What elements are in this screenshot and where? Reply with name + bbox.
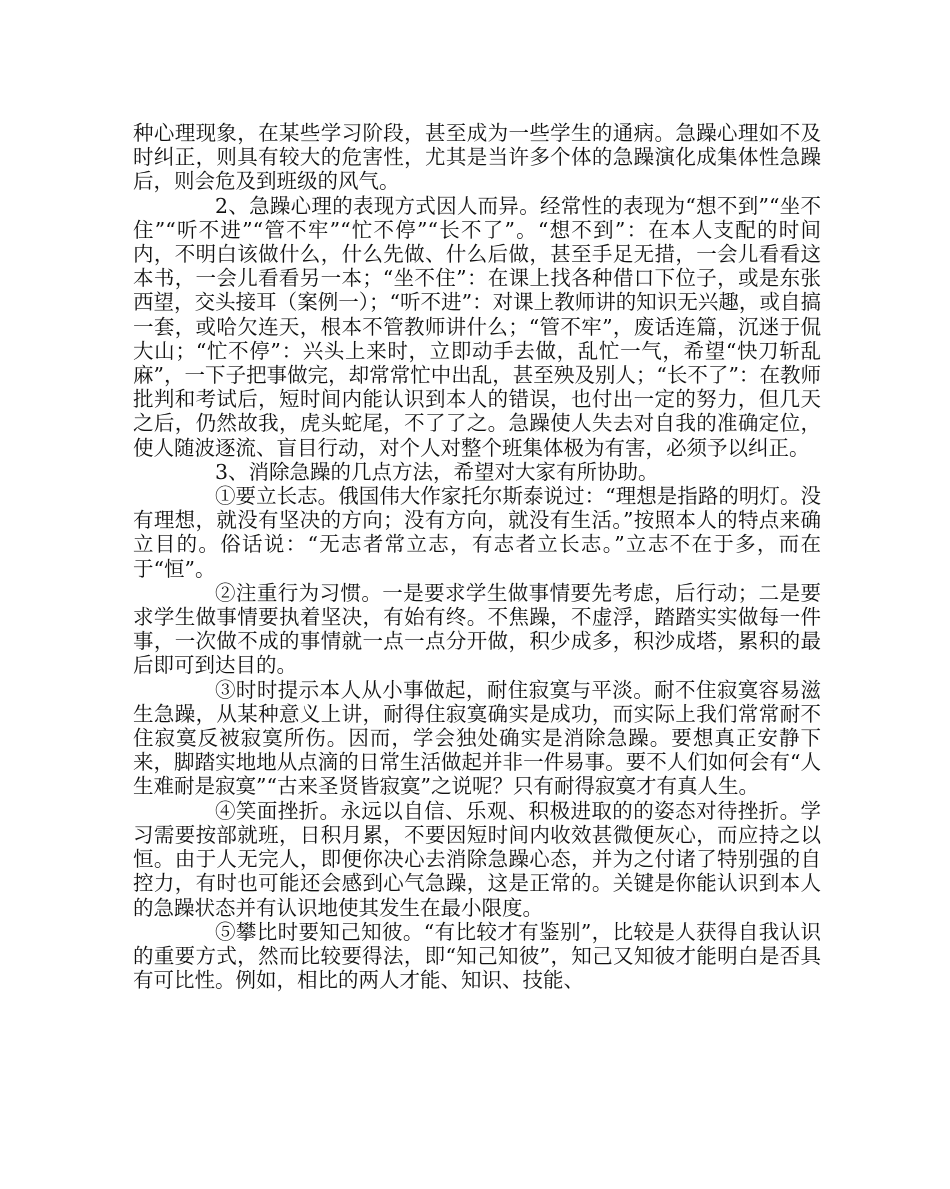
paragraph-2-symptoms: 2、急躁心理的表现方式因人而异。经常性的表现为“想不到”“坐不住”“听不进”“管不牢”“忙不停”“长不了”。“想不到”：在本人支配的时间内，不明白该做什么，什么先做、什么后做，甚至手足无措，一会儿看看这本书，一会儿看看另一本；“坐不住”：在课上找各种借口下位子，或是东张西望，交头接耳（案例一）；“听不进”：对课上教师讲的知识无兴趣，或自搞一套，或哈欠连天，根本不管教师讲什么；“管不牢”，废话连篇，沉迷于侃大山；“忙不停”：兴头上来时，立即动手去做，乱忙一气，希望“快刀斩乱麻”，一下子把事做完，却常常忙中出乱，甚至殃及别人；“长不了”：在教师批判和考试后，短时间内能认识到本人的错误，也付出一定的努力，但几天之后，仍然故我，虎头蛇尾，不了了之。急躁使人失去对自我的准确定位，使人随波逐流、盲目行动，对个人对整个班集体极为有害，必须予以纠正。 — [133, 193, 821, 460]
paragraph-method-2: ②注重行为习惯。一是要求学生做事情要先考虑，后行动；二是要求学生做事情要执着坚决，有始有终。不焦躁，不虚浮，踏踏实实做每一件事，一次做不成的事情就一点一点分开做，积少成多，积沙成塔，累积的最后即可到达目的。 — [133, 580, 821, 678]
paragraph-method-1: ①要立长志。俄国伟大作家托尔斯泰说过：“理想是指路的明灯。没有理想，就没有坚决的方向；没有方向，就没有生活。”按照本人的特点来确立目的。俗话说：“无志者常立志，有志者立长志。”立志不在于多，而在于“恒”。 — [133, 484, 821, 581]
paragraph-3-methods-intro: 3、消除急躁的几点方法，希望对大家有所协助。 — [215, 459, 659, 484]
document-body — [133, 121, 821, 992]
paragraph-continuation: 种心理现象，在某些学习阶段，甚至成为一些学生的通病。急躁心理如不及时纠正，则具有较大的危害性，尤其是当许多个体的急躁演化成集体性急躁后，则会危及到班级的风气。 — [133, 121, 821, 194]
paragraph-method-3: ③时时提示本人从小事做起，耐住寂寞与平淡。耐不住寂寞容易滋生急躁，从某种意义上讲，耐得住寂寞确实是成功，而实际上我们常常耐不住寂寞反被寂寞所伤。因而，学会独处确实是消除急躁。要想真正安静下来，脚踏实地地从点滴的日常生活做起并非一件易事。要不人们如何会有“人生难耐是寂寞”“古来圣贤皆寂寞”之说呢？只有耐得寂寞才有真人生。 — [133, 677, 821, 799]
paragraph-method-5: ⑤攀比时要知己知彼。“有比较才有鉴别”，比较是人获得自我认识的重要方式，然而比较要得法，即“知己知彼”，知己又知彼才能明白是否具有可比性。例如，相比的两人才能、知识、技能、 — [133, 919, 821, 993]
paragraph-method-4: ④笑面挫折。永远以自信、乐观、积极进取的的姿态对待挫折。学习需要按部就班，日积月累，不要因短时间内收效甚微便灰心，而应持之以恒。由于人无完人，即便你决心去消除急躁心态，并为之付诸了特别强的自控力，有时也可能还会感到心气急躁，这是正常的。关键是你能认识到本人的急躁状态并有认识地使其发生在最小限度。 — [133, 798, 821, 920]
